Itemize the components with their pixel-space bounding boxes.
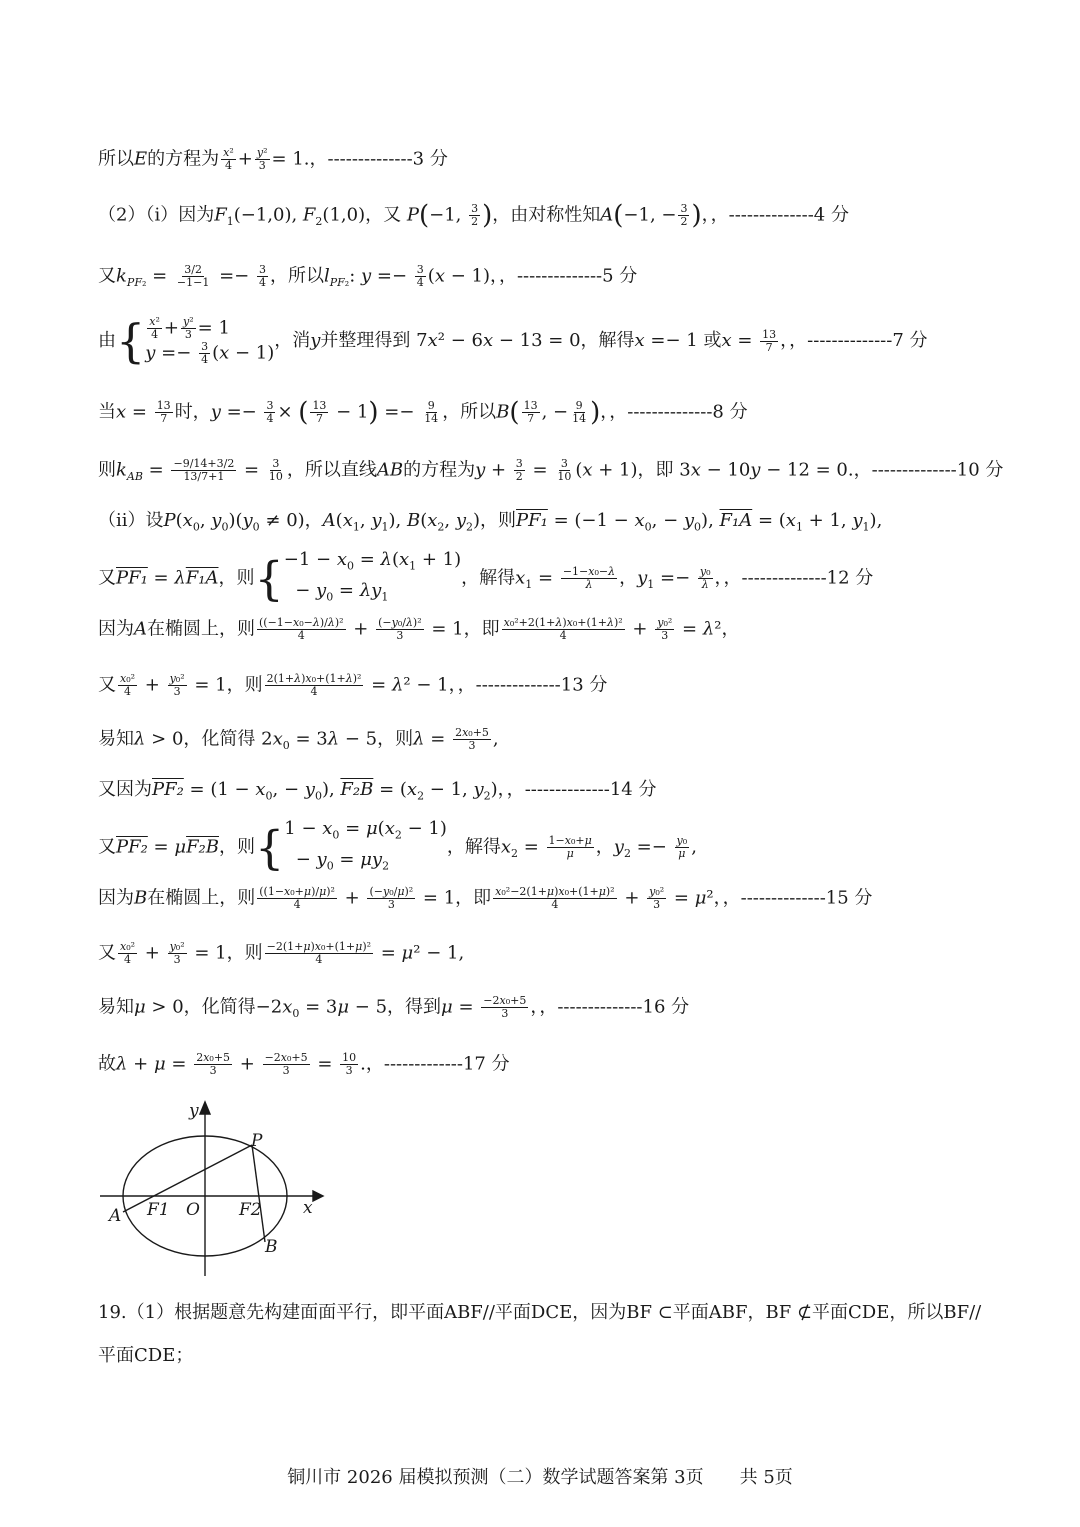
line-9: 因为A在椭圆上，则 $\frac{\text{((−1−x₀−λ)/λ)²}}{4}$ + $\frac{\text{(−y₀/λ)²}}{3}$ = 1，即 $\frac{\text{x₀²+2(1+λ)x₀+(1+λ)²}}{4}$ + $\frac{\text{y₀²}}{3}$ = λ²， xyxy=(98,616,740,642)
q19-line-2: 平面CDE； xyxy=(98,1345,194,1366)
line-4: 由{ $\frac{\text{x²}}{4}$ + $\frac{\text{y²}}{3}$ = 1 y =− $\frac{3}{4}$ (x − 1) ，消y并整理得到 7x² − 6x − 13 = 0，解得x =− 1 或x = $\frac{13}{7}$ ，，--------------7 分 xyxy=(98,314,928,368)
page-footer: 铜川市 2026 届模拟预测（二）数学试题答案第 3页 共 5页 xyxy=(287,1467,793,1488)
score-13: --------------13 分 xyxy=(475,674,608,696)
score-3: --------------3 分 xyxy=(327,148,448,170)
line-17: 故λ + μ = $\frac{\text{2x₀+5}}{3}$ + $\frac{\text{−2x₀+5}}{3}$ = $\frac{10}{3}$ .，-------------17 分 xyxy=(98,1051,510,1077)
label-x: x xyxy=(303,1198,313,1218)
score-17: -------------17 分 xyxy=(383,1053,510,1075)
score-16: --------------16 分 xyxy=(557,996,690,1018)
label-B: B xyxy=(265,1237,278,1257)
line-2: （2）（i）因为$F_1(-1,0)$, $F_2(1,0)$，又 P(−1, $\frac{3}{2}$ )，由对称性知A(−1, − $\frac{3}{2}$ )，，--------------4 分 xyxy=(98,200,849,231)
line-15: 又 $\frac{\text{x₀²}}{4}$ + $\frac{\text{y₀²}}{3}$ = 1，则 $\frac{\text{−2(1+μ)x₀+(1+μ)²}}{4}$ = μ² − 1, xyxy=(98,940,465,966)
score-12: --------------12 分 xyxy=(741,567,874,589)
q19-line-1: 19.（1）根据题意先构建面面平行，即平面ABF//平面DCE，因为BF ⊂平面ABF，BF ⊄平面CDE，所以BF// xyxy=(98,1302,982,1323)
label-A: A xyxy=(109,1206,122,1226)
label-P: P xyxy=(251,1131,263,1151)
line-16: 易知μ > 0，化简得$-2x_0 = 3\mu - 5$，得到μ = $\frac{\text{−2x₀+5}}{3}$ ，，--------------16 分 xyxy=(98,994,690,1021)
score-5: --------------5 分 xyxy=(516,265,638,287)
line-13: 又PF₂ = μF₂B，则{ $1 - x_0 = \mu(x_2 - 1)$ − $y_0 = \mu y_2$ ，解得$x_2$ = $\frac{\text{1−x₀+μ}}{\mu}$ ，$y_2$ =− $\frac{\text{y₀}}{\mu}$ , xyxy=(98,818,697,875)
label-F2: F2 xyxy=(239,1200,262,1220)
line-8: 又PF₁ = λF₁A，则{ $-1 - x_0 = \lambda(x_1 + 1)$ − $y_0 = \lambda y_1$ ，解得$x_1$ = $\frac{\text{−1−x₀−λ}}{\lambda}$ ，$y_1$ =− $\frac{\text{y₀}}{\lambda}$ ，，--------------12 分 xyxy=(98,549,874,606)
score-15: --------------15 分 xyxy=(740,887,873,909)
line-6: 则$k_{AB}$ = $\frac{-9/14+3/2}{13/7+1}$ = $\frac{3}{10}$ ，所以直线AB的方程为y + $\frac{3}{2}$ = $\frac{3}{10}$ (x + 1)，即 3x − 10y − 12 = 0.，--------------10 分 xyxy=(98,457,1004,484)
line-1: 所以E的方程为 $\frac{\text{x²}}{4}$ + $\frac{\text{y²}}{3}$ = 1.，--------------3 分 xyxy=(98,146,448,172)
ellipse-figure xyxy=(95,1100,335,1280)
line-11: 易知λ > 0，化简得 $2x_0 = 3\lambda - 5$，则λ = $\frac{\text{2x₀+5}}{3}$ , xyxy=(98,726,499,753)
line-5: 当x = $\frac{13}{7}$ 时，y =− $\frac{3}{4}$ × ( $\frac{13}{7}$ − 1) =− $\frac{9}{14}$ ，所以B( $\frac{13}{7}$ , − $\frac{9}{14}$ )，，--------------8 分 xyxy=(98,397,748,428)
label-O: O xyxy=(186,1200,200,1220)
line-10: 又 $\frac{\text{x₀²}}{4}$ + $\frac{\text{y₀²}}{3}$ = 1，则 $\frac{\text{2(1+λ)x₀+(1+λ)²}}{4}$ = λ² − 1，，--------------13 分 xyxy=(98,672,608,698)
line-14: 因为B在椭圆上，则 $\frac{\text{((1−x₀+μ)/μ)²}}{4}$ + $\frac{\text{(−y₀/μ)²}}{3}$ = 1，即 $\frac{\text{x₀²−2(1+μ)x₀+(1+μ)²}}{4}$ + $\frac{\text{y₀²}}{3}$ = μ²，，--------------15 分 xyxy=(98,885,873,911)
score-8: --------------8 分 xyxy=(627,401,748,423)
label-F1: F1 xyxy=(147,1200,170,1220)
line-3: 又$k_{PF_2}$ = $\frac{3/2}{-1-1}$ =− $\frac{3}{4}$ ，所以$l_{PF_2}$: y =− $\frac{3}{4}$ (x − 1)，，--------------5 分 xyxy=(98,263,638,290)
line-12: 又因为$PF_2 = (1 - x_0$, − $y_0$), $F_2B = (x_2 - 1$, $y_2$)，，--------------14 分 xyxy=(98,779,657,803)
score-14: --------------14 分 xyxy=(524,779,657,800)
line-7: （ii）设$P(x_0$, $y_0)(y_0 \ne 0)$，$A(x_1$, $y_1$), $B(x_2$, $y_2$)，则$PF_1 = (-1 - x_0$, − $y_0$), $F_1A = (x_1 + 1$, $y_1$), xyxy=(98,510,883,534)
score-4: --------------4 分 xyxy=(728,204,849,226)
label-y: y xyxy=(189,1101,199,1121)
score-7: --------------7 分 xyxy=(807,330,928,351)
score-10: --------------10 分 xyxy=(871,459,1004,481)
